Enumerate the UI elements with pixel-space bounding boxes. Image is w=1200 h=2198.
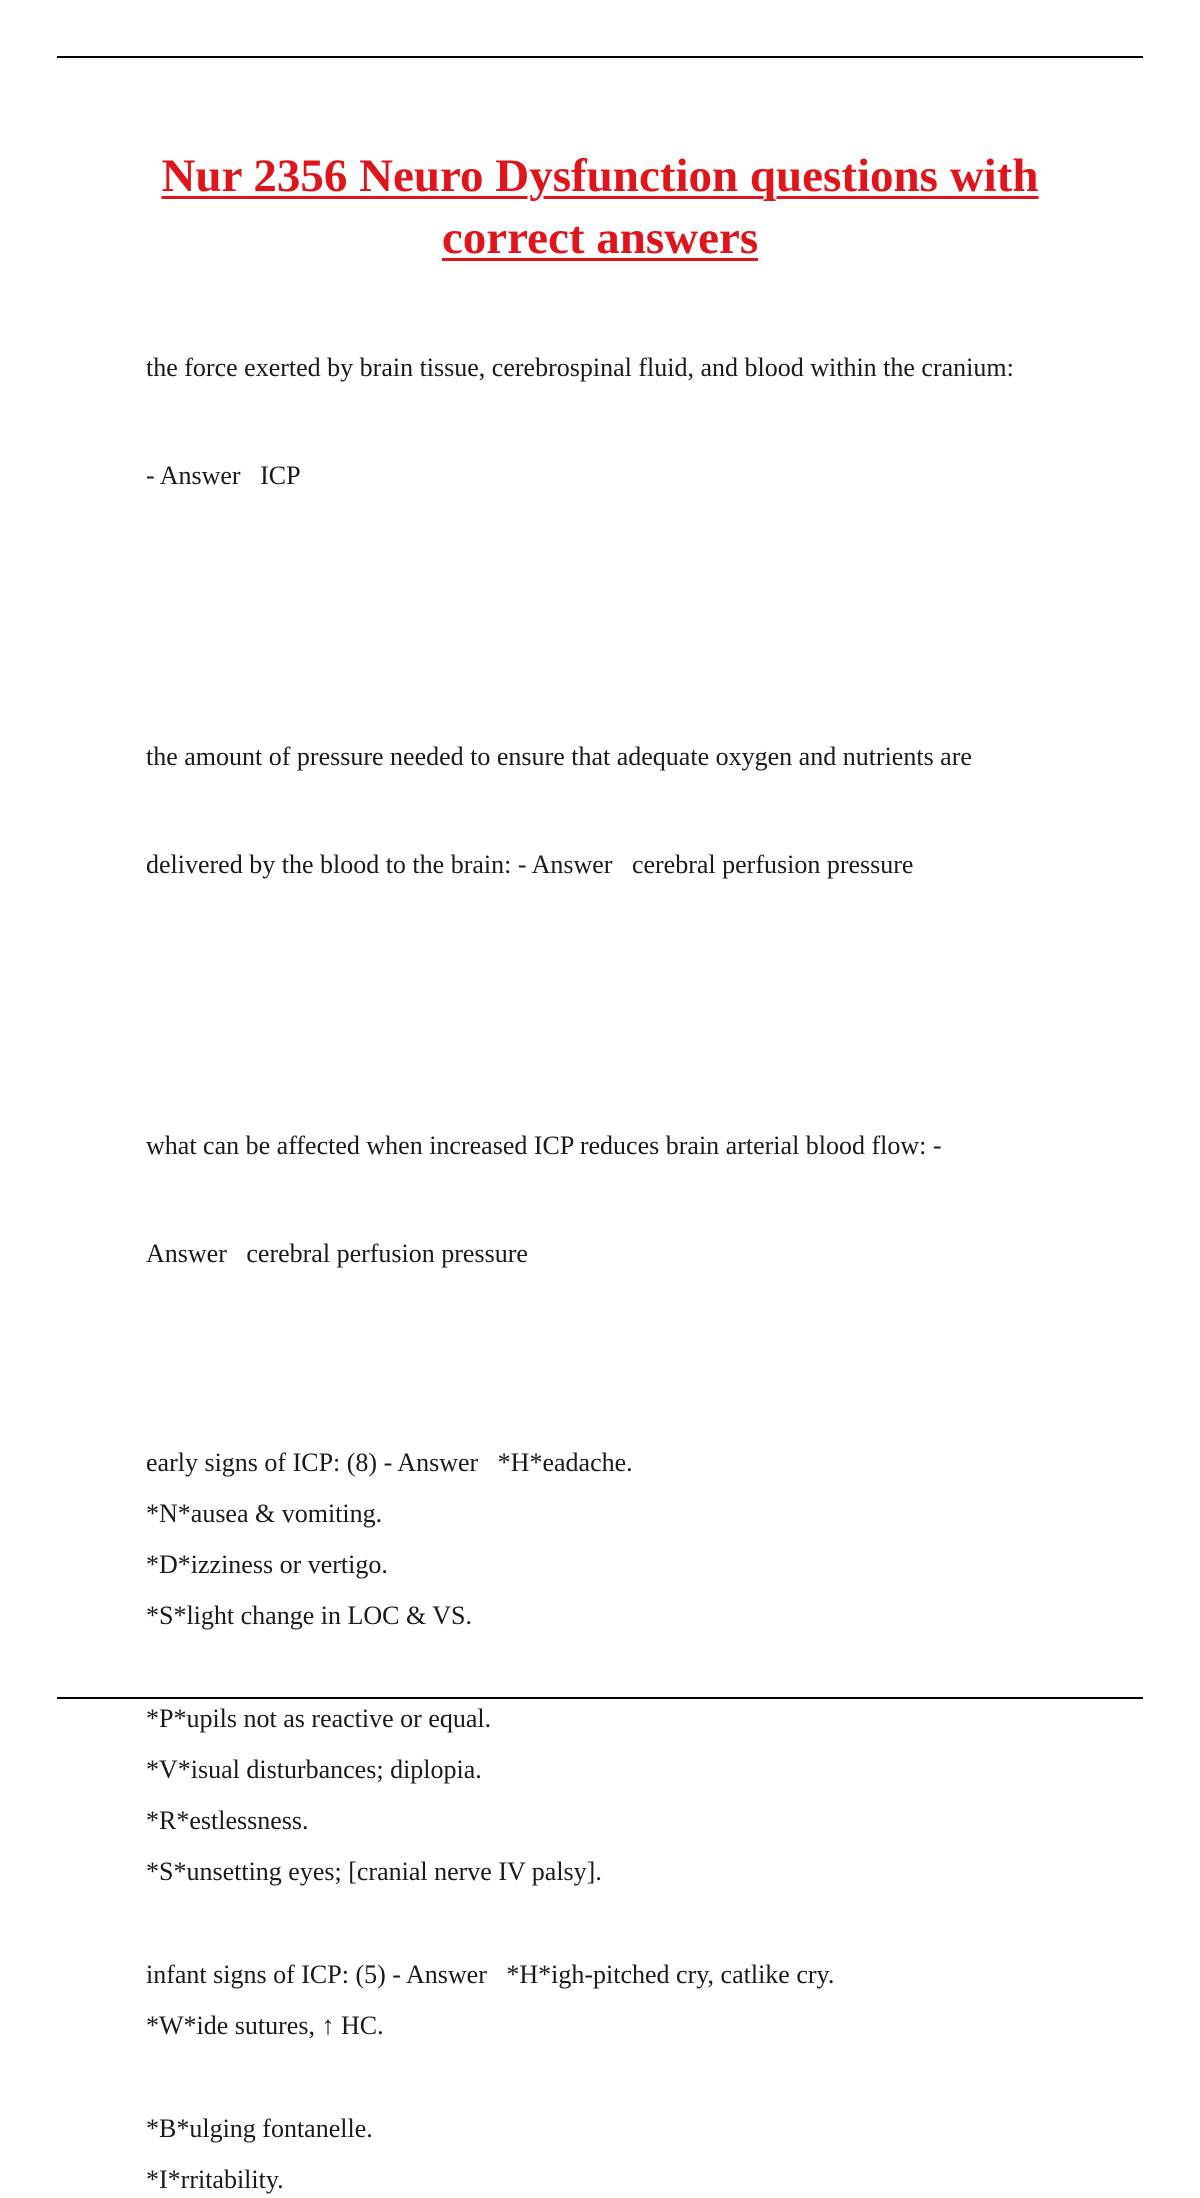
- qa-item-affected: [146, 1056, 1096, 1344]
- title-line-1: Nur 2356 Neuro Dysfunction questions with: [161, 150, 1039, 202]
- list-item: *S*light change in LOC & VS.: [146, 1601, 472, 1630]
- qa-line: Answer cerebral perfusion pressure: [146, 1239, 528, 1268]
- list-item: *W*ide sutures, ↑ HC.: [146, 2011, 384, 2040]
- list-item: *V*isual disturbances; diplopia.: [146, 1755, 482, 1784]
- bottom-rule: [57, 1697, 1143, 1699]
- list-item: *B*ulging fontanelle.: [146, 2114, 373, 2143]
- qa-line: - Answer ICP: [146, 461, 301, 490]
- list-item: *R*estlessness.: [146, 1806, 309, 1835]
- list-item: *I*rritability.: [146, 2165, 284, 2194]
- early-signs-group-1: [146, 1445, 1096, 1634]
- infant-signs-group-2: [146, 2111, 1096, 2198]
- title-line-2: correct answers: [441, 212, 759, 264]
- early-signs-group-2: [146, 1701, 1096, 1890]
- qa-item-icp: [146, 278, 1096, 566]
- list-item: *P*upils not as reactive or equal.: [146, 1704, 492, 1733]
- list-item: infant signs of ICP: (5) - Answer *H*igh-pitched cry, catlike cry.: [146, 1960, 835, 1989]
- document-body: [146, 278, 1096, 2198]
- qa-line: what can be affected when increased ICP reduces brain arterial blood flow: -: [146, 1131, 942, 1160]
- qa-line: the force exerted by brain tissue, cerebrospinal fluid, and blood within the cranium:: [146, 353, 1014, 382]
- list-item: *D*izziness or vertigo.: [146, 1550, 388, 1579]
- list-item: early signs of ICP: (8) - Answer *H*eadache.: [146, 1448, 633, 1477]
- page-title: [100, 145, 1100, 269]
- infant-signs-group-1: [146, 1957, 1096, 2044]
- top-rule: [57, 56, 1143, 58]
- qa-line: delivered by the blood to the brain: - Answer cerebral perfusion pressure: [146, 850, 914, 879]
- qa-item-cpp: [146, 667, 1096, 955]
- list-item: *N*ausea & vomiting.: [146, 1499, 383, 1528]
- qa-line: the amount of pressure needed to ensure that adequate oxygen and nutrients are: [146, 742, 972, 771]
- list-item: *S*unsetting eyes; [cranial nerve IV palsy].: [146, 1857, 602, 1886]
